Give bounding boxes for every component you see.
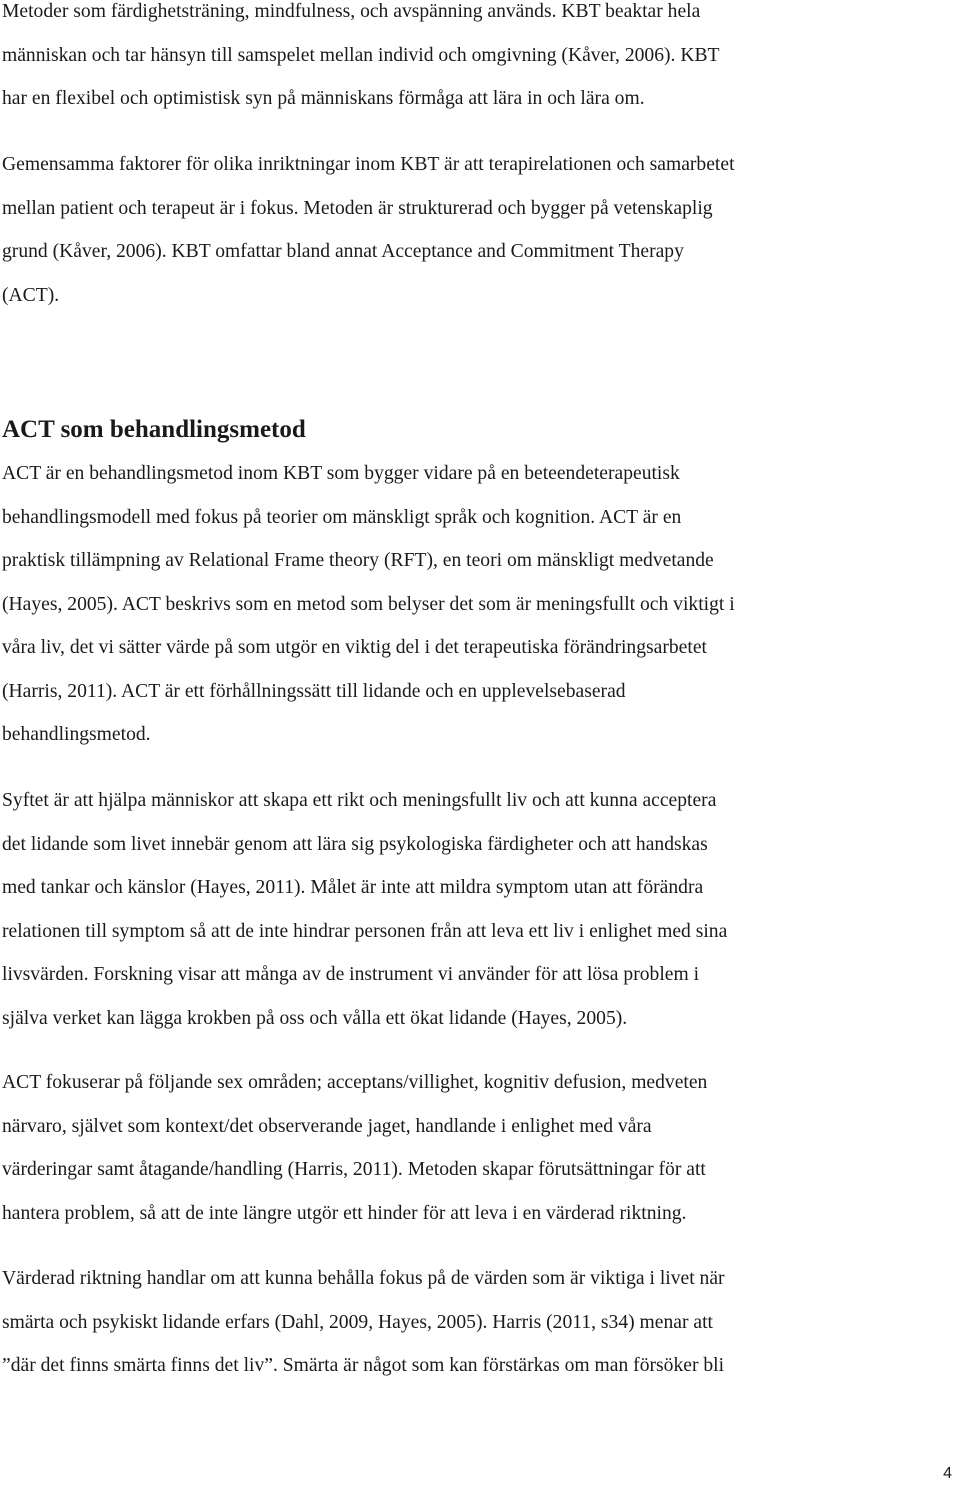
text-line: mellan patient och terapeut är i fokus. Metoden är strukturerad och bygger på vetenskaplig [2, 197, 713, 219]
page-number: 4 [943, 1465, 952, 1482]
paragraph-act-six-areas [2, 1061, 954, 1235]
text-line: behandlingsmetod. [2, 724, 151, 745]
text-line: närvaro, självet som kontext/det observerande jaget, handlande i enlighet med våra [2, 1115, 652, 1137]
paragraph-act-method [2, 452, 954, 757]
text-line: Värderad riktning handlar om att kunna behålla fokus på de värden som är viktiga i livet när [2, 1268, 725, 1289]
paragraph-kbt-common-factors [2, 143, 954, 317]
text-line: ACT är en behandlingsmetod inom KBT som bygger vidare på en beteendeterapeutisk [2, 463, 680, 484]
text-line: grund (Kåver, 2006). KBT omfattar bland annat Acceptance and Commitment Therapy [2, 241, 684, 262]
text-line: (ACT). [2, 284, 60, 306]
text-line: (Hayes, 2005). ACT beskrivs som en metod som belyser det som är meningsfullt och viktigt i [2, 593, 735, 615]
text-line: det lidande som livet innebär genom att lära sig psykologiska färdigheter och att handskas [2, 833, 708, 855]
section-heading: ACT som behandlingsmetod [2, 416, 306, 443]
text-line: Syftet är att hjälpa människor att skapa ett rikt och meningsfullt liv och att kunna acceptera [2, 790, 717, 811]
text-line: värderingar samt åtagande/handling (Harris, 2011). Metoden skapar förutsättningar för att [2, 1159, 706, 1180]
text-line: hantera problem, så att de inte längre utgör ett hinder för att leva i en värderad riktning. [2, 1202, 687, 1224]
text-line: relationen till symptom så att de inte hindrar personen från att leva ett liv i enlighet med sina [2, 920, 728, 942]
text-line: ACT fokuserar på följande sex områden; acceptans/villighet, kognitiv defusion, medveten [2, 1072, 708, 1093]
text-line: människan och tar hänsyn till samspelet mellan individ och omgivning (Kåver, 2006). KBT [2, 44, 720, 66]
text-line: ”där det finns smärta finns det liv”. Smärta är något som kan förstärkas om man försöker bli [2, 1355, 725, 1376]
text-line: Gemensamma faktorer för olika inriktningar inom KBT är att terapirelationen och samarbetet [2, 154, 735, 175]
paragraph-kbt-intro [2, 0, 954, 121]
text-line: behandlingsmodell med fokus på teorier om mänskligt språk och kognition. ACT är en [2, 506, 682, 528]
text-line: med tankar och känslor (Hayes, 2011). Målet är inte att mildra symptom utan att förändra [2, 877, 704, 898]
text-line: själva verket kan lägga krokben på oss och vålla ett ökat lidande (Hayes, 2005). [2, 1007, 628, 1029]
text-line: livsvärden. Forskning visar att många av de instrument vi använder för att lösa problem i [2, 964, 700, 985]
paragraph-act-purpose [2, 779, 954, 1040]
paragraph-valued-direction [2, 1257, 954, 1388]
text-line: smärta och psykiskt lidande erfars (Dahl, 2009, Hayes, 2005). Harris (2011, s34) menar att [2, 1311, 713, 1333]
text-line: våra liv, det vi sätter värde på som utgör en viktig del i det terapeutiska förändringsarbetet [2, 637, 707, 658]
text-line: har en flexibel och optimistisk syn på människans förmåga att lära in och lära om. [2, 88, 645, 109]
text-line: (Harris, 2011). ACT är ett förhållningssätt till lidande och en upplevelsebaserad [2, 680, 626, 702]
text-line: praktisk tillämpning av Relational Frame theory (RFT), en teori om mänskligt medvetande [2, 550, 714, 571]
text-line: Metoder som färdighetsträning, mindfulness, och avspänning används. KBT beaktar hela [2, 1, 701, 22]
